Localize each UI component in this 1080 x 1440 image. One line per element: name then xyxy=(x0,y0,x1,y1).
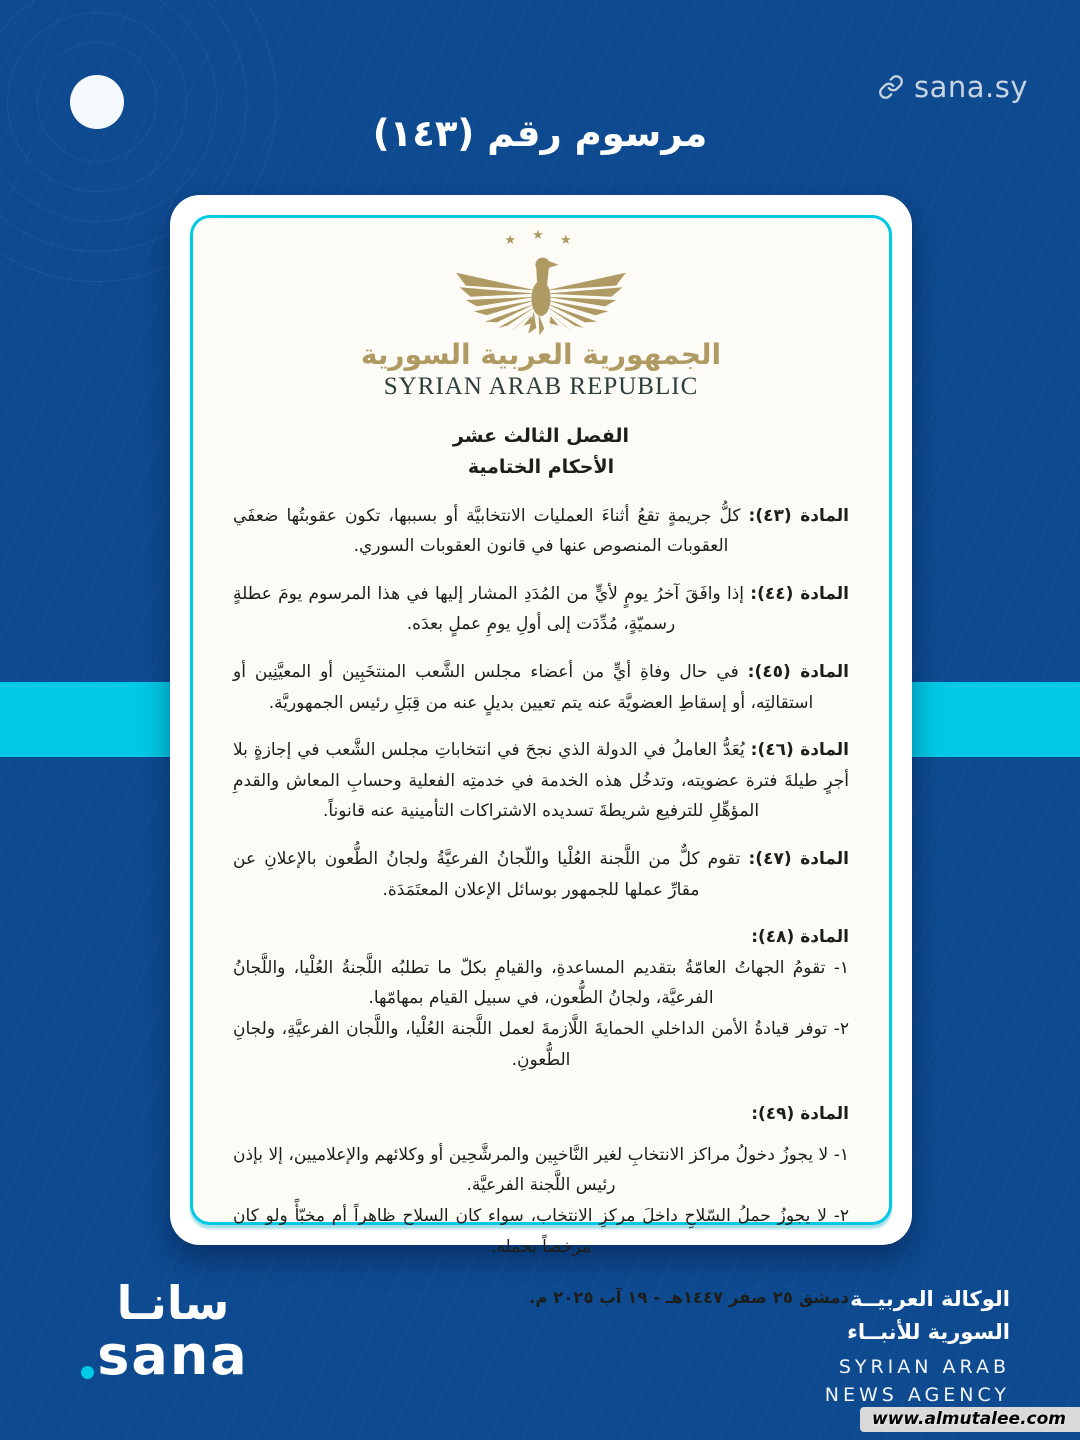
article-48-item-1: ١- تقومُ الجهاتُ العامّةُ بتقديم المساعدةِ، والقيامِ بكلّ ما تطلبُه اللَّجنةُ العُلْيا، واللَّجانُ الفرعيَّة، ولجانُ الطُّعون، في سبيل القيام بمهامّها. xyxy=(233,957,849,1009)
country-name-english: SYRIAN ARAB REPUBLIC xyxy=(383,373,699,400)
agency-arabic-line2: السورية للأنبــاء xyxy=(847,1319,1010,1344)
article-48-label: المادة (٤٨): xyxy=(751,927,849,948)
watermark-link[interactable]: www.almutalee.com xyxy=(860,1407,1080,1432)
chapter-line1: الفصل الثالث عشر xyxy=(452,425,630,447)
article-45-text: في حال وفاةِ أيٍّ من أعضاء مجلس الشَّعب المنتخَبِين أو المعيَّنِين أو استقالتِه، أو إسقاطِ العضويَّة عنه يتم تعيين بديلٍ عنه من قِبَلِ رئيس الجمهوريَّة. xyxy=(233,662,814,713)
national-emblem xyxy=(233,228,849,401)
article-49-label: المادة (٤٩): xyxy=(751,1104,849,1125)
chapter-heading xyxy=(233,421,849,484)
sana-logo-latin: sana xyxy=(97,1329,248,1383)
decree-document xyxy=(190,215,892,1308)
agency-english-line1: SYRIAN ARAB xyxy=(838,1356,1010,1379)
eagle-emblem-icon xyxy=(453,252,629,336)
sana-logo-dot xyxy=(81,1366,94,1379)
article-47-text: تقوم كلٌّ من اللَّجنة العُلْيا واللّجانُ الفرعيَّةُ ولجانُ الطُّعون بالإعلانِ عن مقارِّ عملها للجمهور بوسائل الإعلان المعتَمَدَة. xyxy=(233,849,741,900)
article-44-text: إذا وافَقَ آخرُ يومٍ لأيٍّ من المُدَدِ المشار إليها في هذا المرسوم يومَ عطلةٍ رسميّةٍ، مُدِّدَت إلى أولِ يومِ عملٍ بعدَه. xyxy=(233,583,744,635)
site-link-label: sana.sy xyxy=(913,70,1028,104)
article-47-label: المادة (٤٧): xyxy=(748,849,850,870)
article-49-item-2: ٢- لا يجوزُ حملُ السّلاحِ داخلَ مركزِ الانتخاب، سواء كان السلاح ظاهراً أم مخبّأً ولو كان مرخصاً بحمله. xyxy=(233,1205,849,1257)
agency-arabic-line1: الوكالة العربيــة xyxy=(850,1287,1010,1311)
article-43-text: كلُّ جريمةٍ تقعُ أثناءَ العمليات الانتخابيَّة أو بسببها، تكون عقوبتُها ضعفَي العقوبات المنصوص عنها في قانون العقوبات السوري. xyxy=(233,505,741,557)
agency-name-block xyxy=(825,1283,1010,1409)
decree-dateline: دمشق ٢٥ صفر ١٤٤٧هـ - ١٩ آب ٢٠٢٥ م. xyxy=(529,1288,849,1308)
article-46 xyxy=(233,735,849,827)
emblem-stars-icon: ★ ★ ★ xyxy=(504,228,578,248)
chapter-line2: الأحكام الختامية xyxy=(467,456,615,479)
article-44 xyxy=(233,579,849,640)
article-43 xyxy=(233,501,849,562)
article-48-item-2: ٢- توفر قيادةُ الأمن الداخلي الحمايةَ اللَّازمةَ لعمل اللَّجنة العُلْيا، واللَّجان الفرعيَّةِ، ولجانِ الطُّعونِ. xyxy=(233,1019,849,1070)
article-49-item-1: ١- لا يجوزُ دخولُ مراكز الانتخابِ لغير النَّاخبِين والمرشَّحِين أو وكلائهم والإعلاميين، إلا بإذن رئيس اللَّجنة الفرعيَّة. xyxy=(233,1144,849,1196)
sana-logo-arabic: سانـا xyxy=(116,1276,230,1330)
page-title: مرسوم رقم (١٤٣) xyxy=(372,112,708,155)
agency-english-line2: NEWS AGENCY xyxy=(824,1383,1010,1406)
article-46-text: يُعَدُّ العاملُ في الدولة الذي نجحَ في انتخاباتِ مجلس الشَّعب في إجازةٍ بلا أجرٍ طيلةَ فترة عضويته، وتدخُل هذه الخدمة في خدمتِه الفعلية وحسابِ المعاش والقدمِ المؤهِّلِ للترفيع شريطةَ تسديده الاشتراكات التأمينية عنه قانوناً. xyxy=(233,740,849,822)
article-45-label: المادة (٤٥): xyxy=(747,662,849,683)
article-47 xyxy=(233,844,849,905)
sana-site-link[interactable] xyxy=(878,70,1028,104)
document-card xyxy=(170,195,912,1308)
country-name-arabic: الجمهورية العربية السورية xyxy=(360,338,722,371)
link-icon xyxy=(878,74,904,100)
article-45 xyxy=(233,657,849,718)
sana-logo xyxy=(78,1276,268,1387)
article-44-label: المادة (٤٤): xyxy=(750,583,849,604)
article-43-label: المادة (٤٣): xyxy=(748,505,849,526)
article-46-label: المادة (٤٦): xyxy=(750,740,849,761)
